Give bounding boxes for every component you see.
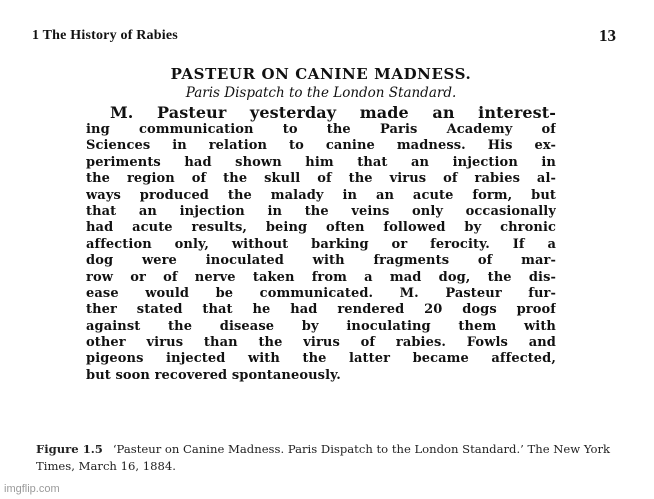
- article-line: pigeons injected with the latter became affected,: [86, 351, 556, 367]
- article-line: periments had shown him that an injection in: [86, 154, 556, 170]
- page-number: 13: [599, 26, 616, 45]
- figure-label: Figure 1.5: [36, 442, 103, 456]
- caption-text-continued: Times, March 16, 1884.: [36, 459, 176, 473]
- article-line: ther stated that he had rendered 20 dogs proof: [86, 302, 556, 318]
- article-line: that an injection in the veins only occasionally: [86, 203, 556, 219]
- figure-caption: [36, 441, 626, 475]
- article-line: had acute results, being often followed by chronic: [86, 220, 556, 236]
- newspaper-clipping: [86, 64, 556, 424]
- article-line: affection only, without barking or ferocity. If a: [86, 236, 556, 252]
- clipping-headline: PASTEUR ON CANINE MADNESS.: [170, 65, 472, 83]
- article-line: the region of the skull of the virus of rabies al-: [86, 171, 556, 187]
- article-line: against the disease by inoculating them with: [86, 318, 556, 334]
- article-line: but soon recovered spontaneously.: [86, 367, 341, 383]
- chapter-title: 1 The History of Rabies: [32, 28, 178, 43]
- article-line: dog were inoculated with fragments of mar-: [86, 253, 556, 269]
- article-line: ease would be communicated. M. Pasteur fur-: [86, 285, 556, 301]
- article-line: M. Pasteur yesterday made an interest-: [110, 103, 556, 122]
- imgflip-watermark: imgflip.com: [4, 483, 60, 495]
- caption-text: ‘Pasteur on Canine Madness. Paris Dispatch to the London Standard.’ The New York: [112, 442, 611, 456]
- clipping-subhead: Paris Dispatch to the London Standard.: [185, 85, 457, 101]
- article-line: row or of nerve taken from a mad dog, the dis-: [86, 269, 556, 285]
- article-line: ways produced the malady in an acute form, but: [86, 187, 556, 203]
- running-head: [32, 28, 616, 48]
- clipping-article: [86, 103, 556, 384]
- article-line: other virus than the virus of rabies. Fowls and: [86, 335, 556, 351]
- article-line: Sciences in relation to canine madness. His ex-: [86, 138, 556, 154]
- article-line: ing communication to the Paris Academy of: [86, 122, 556, 137]
